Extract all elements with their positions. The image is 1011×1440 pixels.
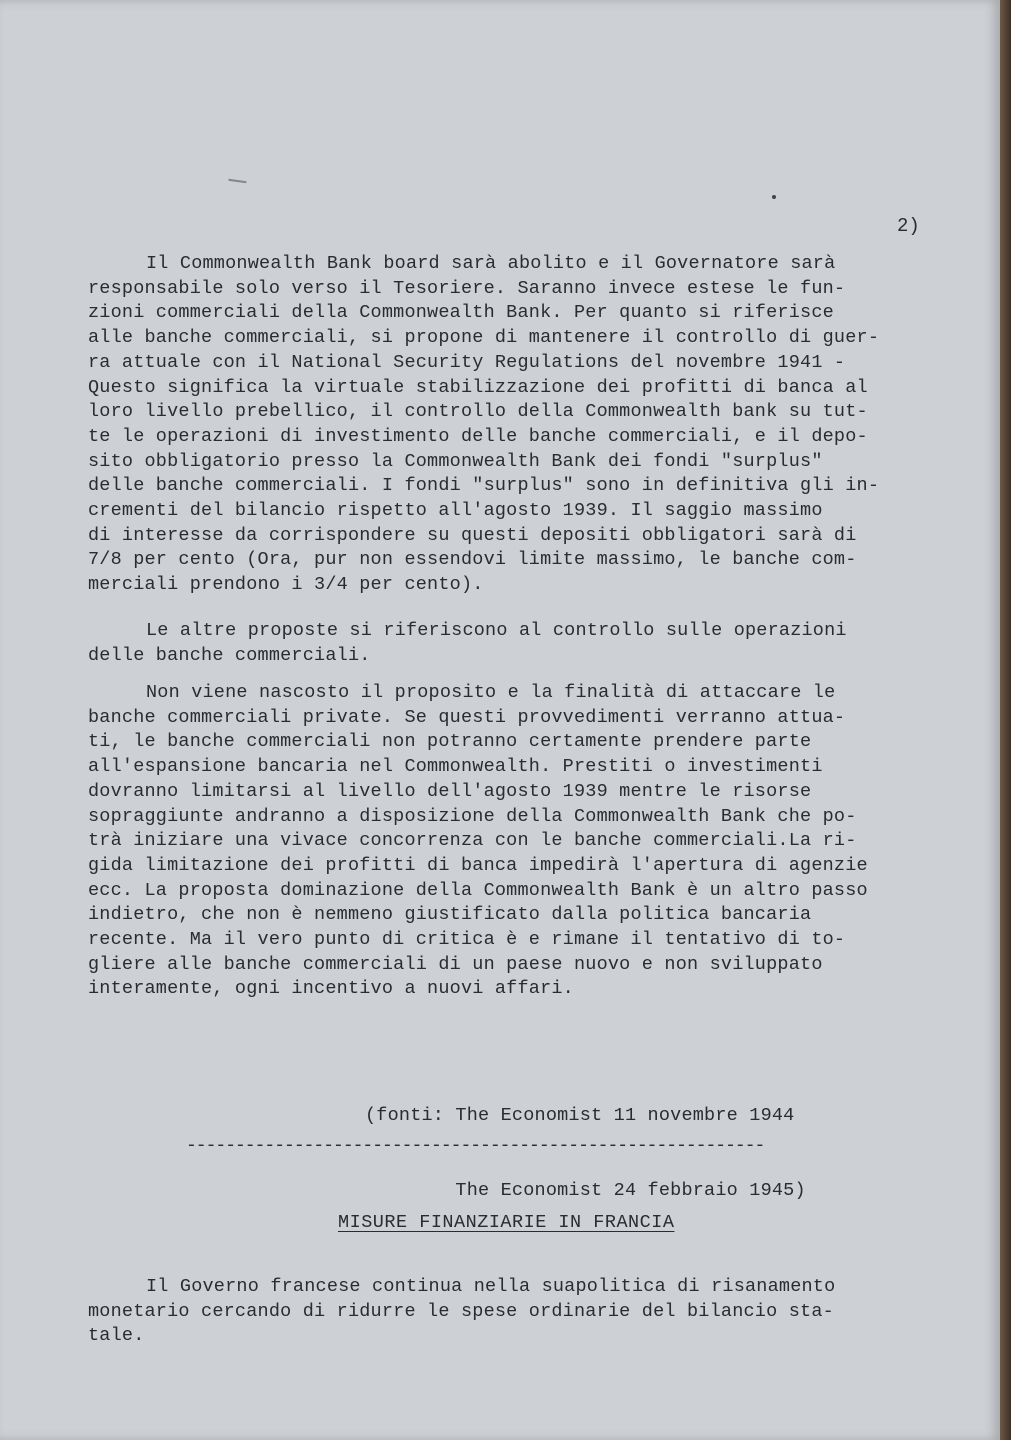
ink-dot bbox=[772, 195, 776, 199]
text-line: responsabile solo verso il Tesoriere. Saranno invece estese le fun- bbox=[88, 277, 846, 299]
paragraph-commonwealth-bank bbox=[88, 252, 879, 598]
text-line: zioni commerciali della Commonwealth Bank. Per quanto si riferisce bbox=[88, 302, 834, 324]
text-line: monetario cercando di ridurre le spese ordinarie del bilancio sta- bbox=[88, 1300, 834, 1322]
page-number: 2) bbox=[897, 215, 920, 237]
text-line: banche commerciali private. Se questi provvedimenti verranno attua- bbox=[88, 706, 846, 728]
text-line: te le operazioni di investimento delle banche commerciali, e il depo- bbox=[88, 425, 868, 447]
text-line: tale. bbox=[88, 1325, 145, 1347]
text-line: Questo significa la virtuale stabilizzazione dei profitti di banca al bbox=[88, 376, 868, 398]
source-line: The Economist 24 febbraio 1945) bbox=[365, 1179, 806, 1201]
text-line: ti, le banche commerciali non potranno certamente prendere parte bbox=[88, 731, 812, 753]
text-line: all'espansione bancaria nel Commonwealth. Prestiti o investimenti bbox=[88, 756, 823, 778]
text-line: dovranno limitarsi al livello dell'agosto 1939 mentre le risorse bbox=[88, 780, 812, 802]
text-line: 7/8 per cento (Ora, pur non essendovi limite massimo, le banche com- bbox=[88, 549, 857, 571]
text-line: sopraggiunte andranno a disposizione della Commonwealth Bank che po- bbox=[88, 805, 857, 827]
text-line: delle banche commerciali. bbox=[88, 644, 371, 666]
text-line: Il Commonwealth Bank board sarà abolito e il Governatore sarà bbox=[146, 253, 836, 274]
text-line: di interesse da corrispondere su questi depositi obbligatori sarà di bbox=[88, 524, 857, 546]
text-line: Il Governo francese continua nella suapolitica di risanamento bbox=[146, 1276, 836, 1297]
text-line: Non viene nascosto il proposito e la finalità di attaccare le bbox=[146, 682, 836, 703]
text-line: crementi del bilancio rispetto all'agosto 1939. Il saggio massimo bbox=[88, 500, 823, 522]
paragraph-francia bbox=[88, 1275, 835, 1349]
text-line: indietro, che non è nemmeno giustificato dalla politica bancaria bbox=[88, 904, 812, 926]
text-line: alle banche commerciali, si propone di mantenere il controllo di guer- bbox=[88, 327, 880, 349]
section-heading: MISURE FINANZIARIE IN FRANCIA bbox=[338, 1212, 675, 1233]
text-line: gliere alle banche commerciali di un paese nuovo e non sviluppato bbox=[88, 953, 823, 975]
paragraph-critica bbox=[88, 681, 868, 1002]
text-line: trà iniziare una vivace concorrenza con le banche commerciali.La ri- bbox=[88, 830, 857, 852]
separator-line: ----------------------------------------------------------- bbox=[186, 1136, 765, 1156]
text-line: delle banche commerciali. I fondi "surplus" sono in definitiva gli in- bbox=[88, 475, 880, 497]
text-line: gida limitazione dei profitti di banca impedirà l'apertura di agenzie bbox=[88, 854, 868, 876]
text-line: ecc. La proposta dominazione della Commonwealth Bank è un altro passo bbox=[88, 879, 868, 901]
text-line: Le altre proposte si riferiscono al controllo sulle operazioni bbox=[146, 620, 847, 641]
book-binding-edge bbox=[1000, 0, 1011, 1440]
text-line: ra attuale con il National Security Regulations del novembre 1941 - bbox=[88, 351, 846, 373]
text-line: loro livello prebellico, il controllo della Commonwealth bank su tut- bbox=[88, 401, 868, 423]
ink-mark bbox=[228, 179, 247, 189]
text-line: recente. Ma il vero punto di critica è e rimane il tentativo di to- bbox=[88, 929, 846, 951]
source-line: (fonti: The Economist 11 novembre 1944 bbox=[365, 1105, 795, 1127]
text-line: interamente, ogni incentivo a nuovi affari. bbox=[88, 978, 574, 1000]
paragraph-proposte bbox=[88, 619, 847, 668]
text-line: sito obbligatorio presso la Commonwealth Bank dei fondi "surplus" bbox=[88, 450, 823, 472]
text-line: merciali prendono i 3/4 per cento). bbox=[88, 574, 484, 596]
